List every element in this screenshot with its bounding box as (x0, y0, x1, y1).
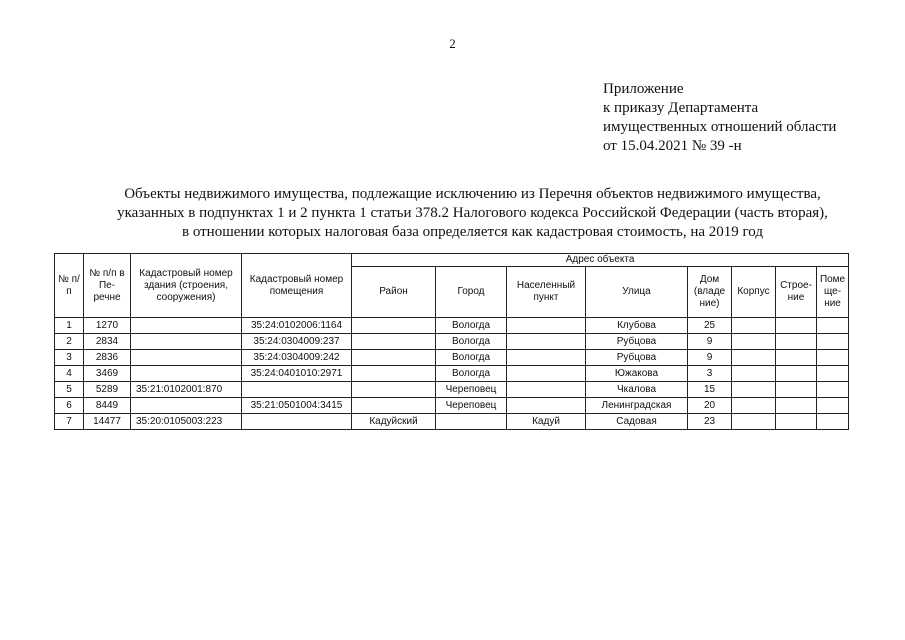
header-settlement: Населенный пункт (507, 267, 586, 318)
cell-district (352, 334, 436, 350)
title-line: в отношении которых налоговая база определяется как кадастровая стоимость, на 2019 год (181, 224, 763, 240)
cell-city: Череповец (436, 382, 507, 398)
cell-premises (817, 334, 849, 350)
cell-premises (817, 382, 849, 398)
cell-city: Вологда (436, 334, 507, 350)
cell-city: Вологда (436, 366, 507, 382)
cell-building (776, 318, 817, 334)
cell-building (776, 414, 817, 430)
cell-premises (817, 414, 849, 430)
cell-korpus (732, 366, 776, 382)
cell-list-num: 14477 (84, 414, 131, 430)
cell-korpus (732, 398, 776, 414)
cell-city (436, 414, 507, 430)
page-number: 2 (449, 36, 456, 51)
cell-building-cadastral (131, 366, 242, 382)
cell-premises-cadastral: 35:21:0501004:3415 (242, 398, 352, 414)
table-row (55, 334, 849, 350)
cell-premises-cadastral: 35:24:0401010:2971 (242, 366, 352, 382)
cell-premises-cadastral: 35:24:0304009:237 (242, 334, 352, 350)
cell-building-cadastral: 35:20:0105003:223 (131, 414, 242, 430)
cell-street: Клубова (586, 318, 688, 334)
cell-building (776, 366, 817, 382)
cell-house: 9 (688, 350, 732, 366)
appendix-line: к приказу Департамента (603, 100, 759, 116)
header-building: Строе-ние (776, 267, 817, 318)
cell-premises-cadastral: 35:24:0304009:242 (242, 350, 352, 366)
header-city: Город (436, 267, 507, 318)
cell-num: 6 (55, 398, 84, 414)
appendix-line: Приложение (603, 81, 684, 97)
cell-num: 7 (55, 414, 84, 430)
header-premises-cadastral: Кадастровый номер помещения (242, 254, 352, 318)
cell-house: 23 (688, 414, 732, 430)
header-address: Адрес объекта (352, 254, 849, 267)
cell-premises (817, 318, 849, 334)
document-title (20, 185, 905, 242)
cell-settlement: Кадуй (507, 414, 586, 430)
title-line: указанных в подпунктах 1 и 2 пункта 1 статьи 378.2 Налогового кодекса Российской Федерации (часть вторая), (117, 205, 828, 221)
cell-num: 5 (55, 382, 84, 398)
header-house: Дом (владе ние) (688, 267, 732, 318)
cell-settlement (507, 318, 586, 334)
header-list-num: № п/п в Пе-речне (84, 254, 131, 318)
cell-list-num: 1270 (84, 318, 131, 334)
table-row (55, 366, 849, 382)
cell-street: Южакова (586, 366, 688, 382)
appendix-line: имущественных отношений области (603, 119, 837, 135)
cell-list-num: 2836 (84, 350, 131, 366)
cell-building-cadastral: 35:21:0102001:870 (131, 382, 242, 398)
cell-district: Кадуйский (352, 414, 436, 430)
cell-num: 1 (55, 318, 84, 334)
cell-list-num: 2834 (84, 334, 131, 350)
cell-settlement (507, 398, 586, 414)
table-row (55, 414, 849, 430)
cell-building-cadastral (131, 318, 242, 334)
cell-house: 20 (688, 398, 732, 414)
appendix-block (603, 80, 836, 156)
cell-city: Череповец (436, 398, 507, 414)
cell-list-num: 3469 (84, 366, 131, 382)
table-body (55, 318, 849, 430)
cell-district (352, 366, 436, 382)
cell-district (352, 318, 436, 334)
cell-street: Рубцова (586, 334, 688, 350)
header-premises: Поме ще-ние (817, 267, 849, 318)
cell-list-num: 8449 (84, 398, 131, 414)
cell-house: 25 (688, 318, 732, 334)
header-street: Улица (586, 267, 688, 318)
cell-building (776, 350, 817, 366)
cell-korpus (732, 318, 776, 334)
cell-district (352, 398, 436, 414)
cell-korpus (732, 414, 776, 430)
cell-premises (817, 350, 849, 366)
appendix-line: от 15.04.2021 № 39 -н (603, 138, 742, 154)
cell-city: Вологда (436, 350, 507, 366)
objects-table (54, 253, 849, 430)
table-row (55, 318, 849, 334)
cell-house: 3 (688, 366, 732, 382)
title-line: Объекты недвижимого имущества, подлежащие исключению из Перечня объектов недвижимого имущества, (124, 186, 821, 202)
cell-building (776, 398, 817, 414)
cell-num: 3 (55, 350, 84, 366)
cell-street: Ленинградская (586, 398, 688, 414)
cell-num: 2 (55, 334, 84, 350)
cell-district (352, 382, 436, 398)
cell-house: 9 (688, 334, 732, 350)
cell-korpus (732, 334, 776, 350)
header-num: № п/п (55, 254, 84, 318)
cell-street: Садовая (586, 414, 688, 430)
cell-settlement (507, 334, 586, 350)
cell-settlement (507, 382, 586, 398)
table-row (55, 350, 849, 366)
header-korpus: Корпус (732, 267, 776, 318)
cell-premises-cadastral (242, 382, 352, 398)
cell-building (776, 334, 817, 350)
cell-num: 4 (55, 366, 84, 382)
header-building-cadastral: Кадастровый номер здания (строения, сооружения) (131, 254, 242, 318)
cell-building-cadastral (131, 398, 242, 414)
cell-building-cadastral (131, 350, 242, 366)
cell-premises (817, 398, 849, 414)
cell-street: Рубцова (586, 350, 688, 366)
cell-korpus (732, 350, 776, 366)
cell-settlement (507, 350, 586, 366)
table-row (55, 382, 849, 398)
cell-district (352, 350, 436, 366)
cell-building-cadastral (131, 334, 242, 350)
cell-list-num: 5289 (84, 382, 131, 398)
cell-building (776, 382, 817, 398)
cell-premises-cadastral: 35:24:0102006:1164 (242, 318, 352, 334)
cell-korpus (732, 382, 776, 398)
table-row (55, 398, 849, 414)
cell-premises-cadastral (242, 414, 352, 430)
header-district: Район (352, 267, 436, 318)
cell-city: Вологда (436, 318, 507, 334)
cell-street: Чкалова (586, 382, 688, 398)
cell-premises (817, 366, 849, 382)
cell-house: 15 (688, 382, 732, 398)
cell-settlement (507, 366, 586, 382)
